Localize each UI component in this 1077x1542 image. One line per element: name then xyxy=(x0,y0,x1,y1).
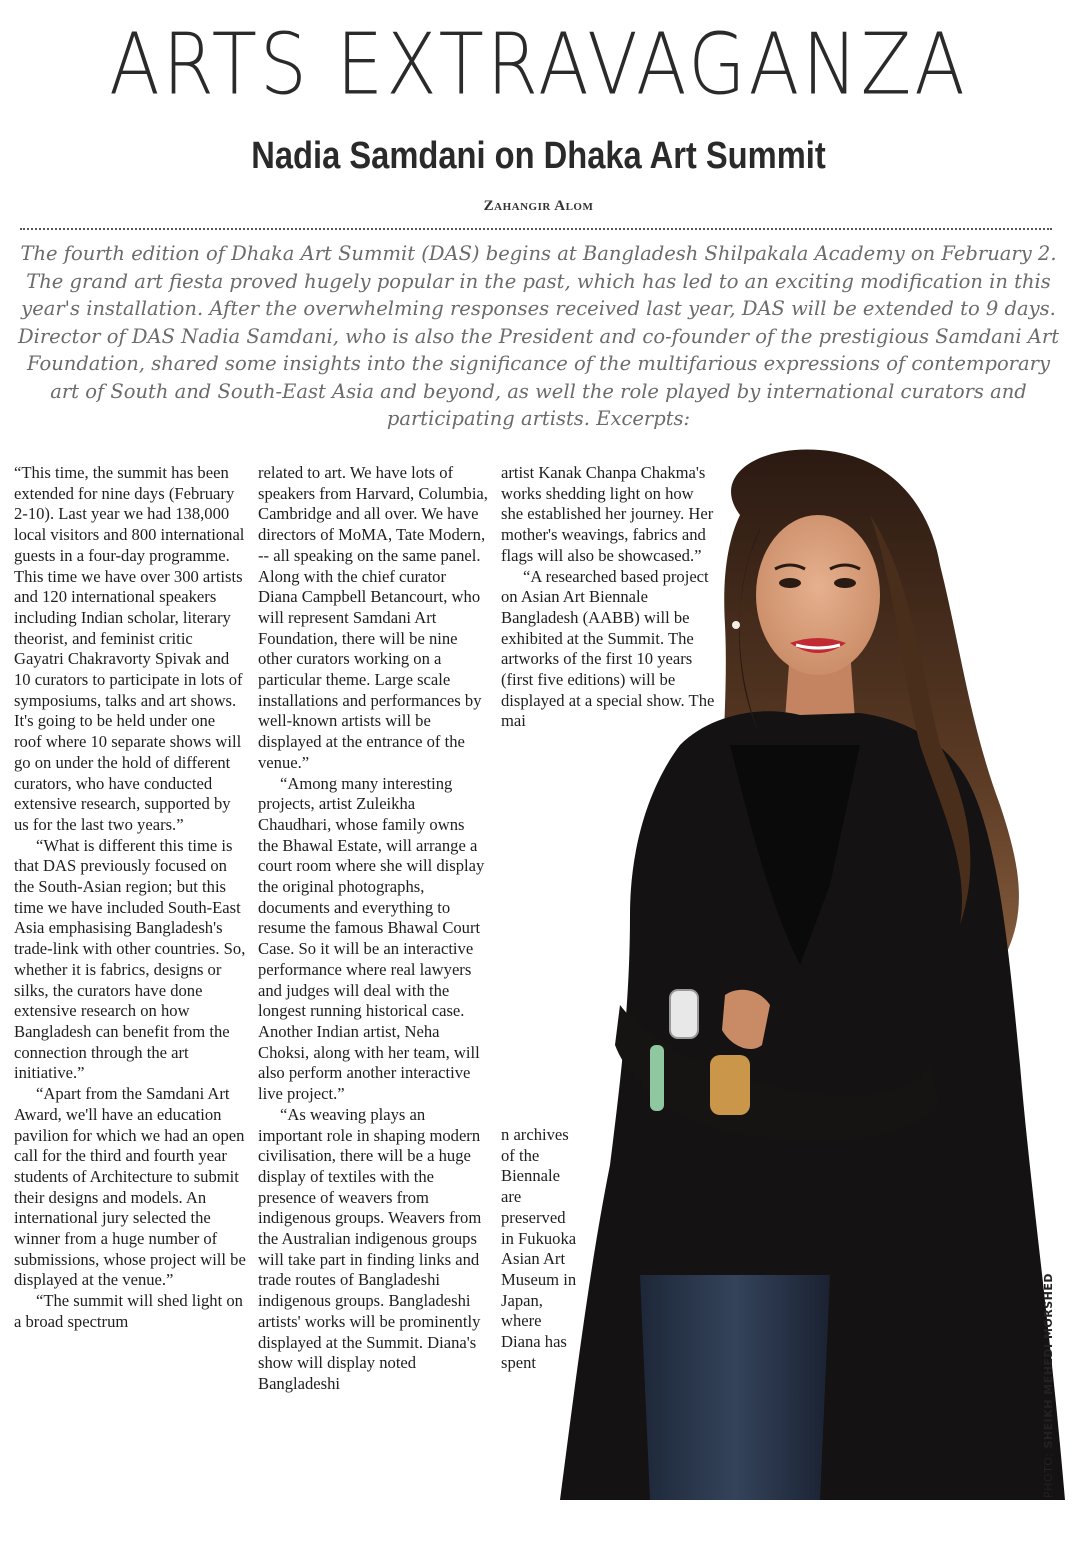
paragraph: “A researched based project on Asian Art Biennale Bangladesh (AABB) will be exhibited at the Summit. The artworks of the first 10 years (first five editions) will be displayed at a special show. The mai xyxy=(501,566,715,731)
photo-credit xyxy=(1042,1198,1055,1498)
article-column-1 xyxy=(14,463,246,1333)
dotted-divider xyxy=(20,228,1052,230)
article-headline: Nadia Samdani on Dhaka Art Summit xyxy=(251,135,826,177)
watch-shape xyxy=(670,990,698,1038)
paragraph: “What is different this time is that DAS previously focused on the South-Asian region; but this time we have included South-East Asia emphasising Bangladesh's trade-link with other countries. So, whether it is fabrics, designs or silks, the curators have done extensive research on how Bangladesh can benefit from the connection through the art initiative.” xyxy=(14,835,246,1083)
paragraph: related to art. We have lots of speakers from Harvard, Columbia, Cambridge and all over. We have directors of MoMA, Tate Modern, -- all speaking on the same panel. Along with the chief curator Diana Campbell Betancourt, who will represent Samdani Art Foundation, there will be nine other curators working on a particular theme. Large scale installations and performances by well-known artists will be displayed at the entrance of the venue.” xyxy=(258,463,488,772)
paragraph: “This time, the summit has been extended for nine days (February 2-10). Last year we had 138,000 local visitors and 800 international guests in a four-day programme. This time we have over 300 artists and 120 international speakers including Indian scholar, literary theorist, and feminist critic Gayatri Chakravorty Spivak and 10 curators to participate in lots of symposiums, talks and art shows. It's going to be held under one roof where 10 separate shows will go on under the hold of different curators, who have conducted extensive research, supported by us for the last two years.” xyxy=(14,463,245,834)
paragraph: “Apart from the Samdani Art Award, we'll have an education pavilion for which we had an open call for the third and fourth year students of Architecture to submit their designs and models. An international jury selected the winner from a huge number of submissions, whose project will be displayed at the venue.” xyxy=(14,1084,246,1290)
jade-bangle-shape xyxy=(650,1045,664,1111)
intro-paragraph: The fourth edition of Dhaka Art Summit (DAS) begins at Bangladesh Shilpakala Academy on February 2. The grand art fiesta proved hugely popular in the past, which has led to an exciting modification in this year's installation. After the overwhelming responses received last year, DAS will be extended to 9 days. Director of DAS Nadia Samdani, who is also the President and co-founder of the prestigious Samdani Art Foundation, shared some insights into the significance of the multifarious expressions of contemporary art of South and South-East Asia and beyond, as well the role played by international curators and participating artists. Excerpts: xyxy=(17,242,1060,430)
article-column-3-bottom xyxy=(501,1125,581,1373)
photo-credit-name: SHEIKH MEHEDI MORSHED xyxy=(1042,1272,1055,1449)
jeans-shape xyxy=(640,1275,830,1500)
author-byline: Zahangir Alom xyxy=(483,198,594,214)
paragraph: artist Kanak Chanpa Chakma's works shedding light on how she established her journey. Her mother's weavings, fabrics and flags will also be showcased.” xyxy=(501,463,714,565)
paragraph: n archives of the Biennale are preserved in Fukuoka Asian Art Museum in Japan, where Diana has spent xyxy=(501,1125,577,1372)
paragraph: “The summit will shed light on a broad spectrum xyxy=(14,1291,243,1331)
photo-credit-prefix: PHOTO: xyxy=(1042,1452,1055,1498)
article-column-2 xyxy=(258,463,488,1395)
article-column-3-top xyxy=(501,463,716,732)
section-title: ARTS EXTRAVAGANZA xyxy=(109,15,968,115)
paragraph: “Among many interesting projects, artist Zuleikha Chaudhari, whose family owns the Bhawal Estate, will arrange a court room where she will display the original photographs, documents and everything to resume the famous Bhawal Court Case. So it will be an interactive performance where real lawyers and judges will deal with the longest running historical case. Another Indian artist, Neha Choksi, along with her team, will also perform another interactive live project.” xyxy=(258,773,485,1104)
paragraph: “As weaving plays an important role in shaping modern civilisation, there will be a huge display of textiles with the presence of weavers from indigenous groups. Weavers from the Australian indigenous groups will take part in finding links and trade routes of Bangladeshi indigenous groups. Bangladeshi artists' works will be prominently displayed at the Summit. Diana's show will display noted Bangladeshi xyxy=(258,1104,482,1393)
gold-cuff-shape xyxy=(710,1055,750,1115)
